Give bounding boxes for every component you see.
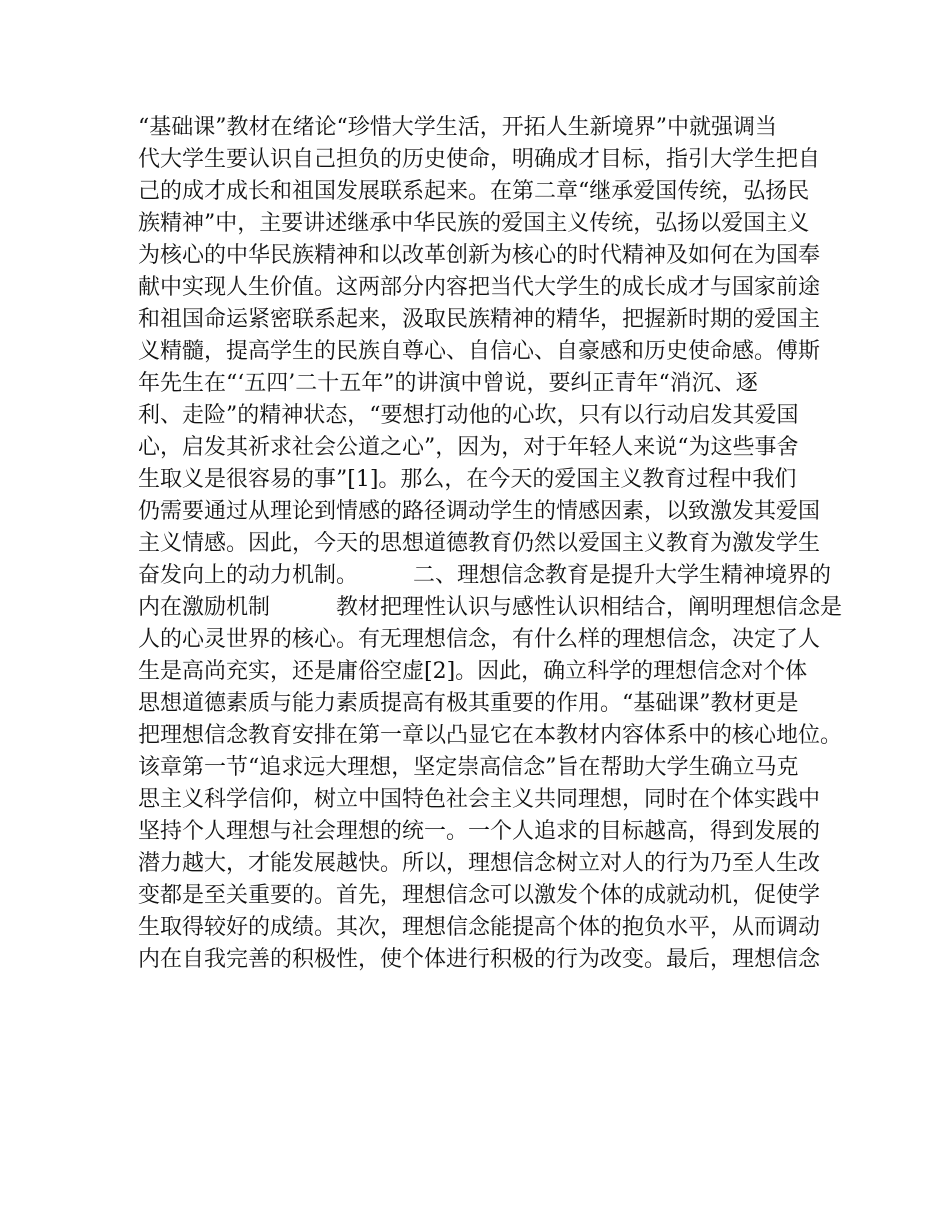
body-text — [138, 112, 843, 976]
text-line: 心，启发其祈求社会公道之心”，因为，对于年轻人来说“为这些事舍 — [138, 435, 799, 460]
text-line: 生取义是很容易的事”[1]。那么，在今天的爱国主义教育过程中我们 — [138, 467, 797, 492]
text-line: 义精髓，提高学生的民族自尊心、自信心、自豪感和历史使命感。傅斯 — [138, 339, 821, 364]
text-line: 仍需要通过从理论到情感的路径调动学生的情感因素，以致激发其爱国 — [138, 499, 821, 524]
text-line: 族精神”中，主要讲述继承中华民族的爱国主义传统，弘扬以爱国主义 — [138, 211, 810, 236]
text-line: 思主义科学信仰，树立中国特色社会主义共同理想，同时在个体实践中 — [138, 787, 821, 812]
text-line: 潜力越大，才能发展越快。所以，理想信念树立对人的行为乃至人生改 — [138, 851, 821, 876]
text-line: 内在激励机制 教材把理性认识与感性认识相结合，阐明理想信念是 — [138, 595, 843, 620]
text-line: 为核心的中华民族精神和以改革创新为核心的时代精神及如何在为国奉 — [138, 243, 821, 268]
text-line: 主义情感。因此，今天的思想道德教育仍然以爱国主义教育为激发学生 — [138, 531, 821, 556]
text-line: 把理想信念教育安排在第一章以凸显它在本教材内容体系中的核心地位。 — [138, 723, 843, 748]
text-line: 代大学生要认识自己担负的历史使命，明确成才目标，指引大学生把自 — [138, 147, 821, 172]
text-line: 奋发向上的动力机制。 二、理想信念教育是提升大学生精神境界的 — [138, 563, 832, 588]
text-line: 人的心灵世界的核心。有无理想信念，有什么样的理想信念，决定了人 — [138, 627, 821, 652]
text-line: 内在自我完善的积极性，使个体进行积极的行为改变。最后，理想信念 — [138, 947, 821, 972]
text-line: 己的成才成长和祖国发展联系起来。在第二章“继承爱国传统，弘扬民 — [138, 179, 810, 204]
text-line: 献中实现人生价值。这两部分内容把当代大学生的成长成才与国家前途 — [138, 275, 821, 300]
text-line: 利、走险”的精神状态，“要想打动他的心坎，只有以行动启发其爱国 — [138, 403, 799, 428]
text-line: 年先生在“‘五四’二十五年”的讲演中曾说，要纠正青年“消沉、逐 — [138, 371, 758, 396]
text-line: 坚持个人理想与社会理想的统一。一个人追求的目标越高，得到发展的 — [138, 819, 821, 844]
text-line: 生取得较好的成绩。其次，理想信念能提高个体的抱负水平，从而调动 — [138, 915, 821, 940]
text-line: 生是高尚充实，还是庸俗空虚[2]。因此，确立科学的理想信念对个体 — [138, 659, 808, 684]
text-line: 思想道德素质与能力素质提高有极其重要的作用。“基础课”教材更是 — [138, 691, 799, 716]
text-line: 和祖国命运紧密联系起来，汲取民族精神的精华，把握新时期的爱国主 — [138, 307, 821, 332]
text-line: 变都是至关重要的。首先，理想信念可以激发个体的成就动机，促使学 — [138, 883, 821, 908]
text-line: 该章第一节“追求远大理想，坚定崇高信念”旨在帮助大学生确立马克 — [138, 755, 799, 780]
text-line: “基础课”教材在绪论“珍惜大学生活，开拓人生新境界”中就强调当 — [138, 115, 777, 140]
